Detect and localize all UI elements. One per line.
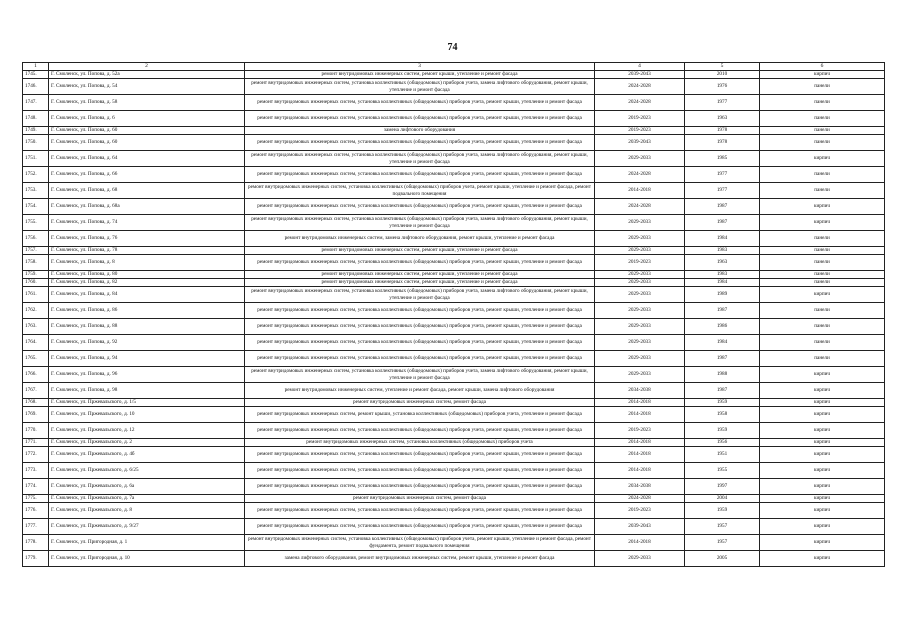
row-period: 2014-2018 [595,447,685,463]
row-period: 2029-2033 [595,279,685,287]
row-wall-material: панели [760,127,885,135]
table-row [23,127,885,135]
row-work-types: ремонт внутридомовых инженерных систем, установка коллективных (общедомовых) приборов учета, ремонт крыши, утепление и ремонт фасада [245,255,595,271]
row-address: Г. Смоленск, ул. Пржевальского, д. 1/5 [49,399,245,407]
row-wall-material: панели [760,183,885,199]
row-address: Г. Смоленск, ул. Пригородная, д. 10 [49,551,245,567]
row-period: 2014-2018 [595,407,685,423]
row-work-types: ремонт внутридомовых инженерных систем, установка коллективных (общедомовых) приборов учета, ремонт крыши, утепление и ремонт фасада, ремонт подвального помещения [245,183,595,199]
row-wall-material: кирпич [760,383,885,399]
row-year-built: 1976 [685,79,760,95]
row-year-built: 1987 [685,199,760,215]
row-address: Г. Смоленск, ул. Попова, д. 68 [49,183,245,199]
row-work-types: ремонт внутридомовых инженерных систем, установка коллективных (общедомовых) приборов учета, ремонт крыши, утепление и ремонт фасада [245,95,595,111]
row-year-built: 1984 [685,335,760,351]
row-number: 1766. [23,367,49,383]
row-year-built: 1955 [685,463,760,479]
table-row [23,519,885,535]
row-period: 2019-2023 [595,111,685,127]
row-wall-material: кирпич [760,495,885,503]
row-year-built: 1958 [685,407,760,423]
row-number: 1746. [23,79,49,95]
row-wall-material: кирпич [760,367,885,383]
row-number: 1757. [23,247,49,255]
row-year-built: 1987 [685,303,760,319]
row-number: 1751. [23,151,49,167]
row-year-built: 1987 [685,215,760,231]
row-year-built: 1959 [685,399,760,407]
row-address: Г. Смоленск, ул. Пржевальского, д. 4б [49,447,245,463]
row-address: Г. Смоленск, ул. Попова, д. 86 [49,303,245,319]
table-row [23,335,885,351]
table-header-row [23,63,885,71]
column-header: 6 [760,63,885,71]
row-work-types: ремонт внутридомовых инженерных систем, установка коллективных (общедомовых) приборов учета, ремонт крыши, утепление и ремонт фасада [245,319,595,335]
row-period: 2024-2028 [595,79,685,95]
row-address: Г. Смоленск, ул. Попова, д. 78 [49,247,245,255]
row-work-types: ремонт внутридомовых инженерных систем, установка коллективных (общедомовых) приборов учета, замена лифтового оборудования, ремонт крыши, утепление и ремонт фасада [245,215,595,231]
row-address: Г. Смоленск, ул. Пржевальского, д. 2 [49,439,245,447]
row-year-built: 2005 [685,551,760,567]
row-year-built: 2010 [685,71,760,79]
row-work-types: ремонт внутридомовых инженерных систем, установка коллективных (общедомовых) приборов учета, замена лифтового оборудования, ремонт крыши, утепление и ремонт фасада [245,367,595,383]
row-work-types: ремонт внутридомовых инженерных систем, установка коллективных (общедомовых) приборов учета, ремонт крыши, утепление и ремонт фасада [245,503,595,519]
table-row [23,95,885,111]
row-number: 1745. [23,71,49,79]
table-row [23,535,885,551]
table-row [23,79,885,95]
table-row [23,279,885,287]
row-number: 1763. [23,319,49,335]
column-header: 5 [685,63,760,71]
row-address: Г. Смоленск, ул. Пржевальского, д. 6/25 [49,463,245,479]
row-period: 2029-2033 [595,151,685,167]
row-period: 2029-2033 [595,367,685,383]
row-wall-material: панели [760,335,885,351]
row-year-built: 1997 [685,479,760,495]
row-period: 2029-2033 [595,271,685,279]
column-header: 4 [595,63,685,71]
row-period: 2019-2023 [595,127,685,135]
row-year-built: 1987 [685,351,760,367]
row-wall-material: панели [760,135,885,151]
row-wall-material: кирпич [760,287,885,303]
row-period: 2024-2028 [595,495,685,503]
table-row [23,399,885,407]
row-year-built: 1985 [685,151,760,167]
row-work-types: ремонт внутридомовых инженерных систем, установка коллективных (общедомовых) приборов учета, ремонт крыши, утепление и ремонт фасада [245,447,595,463]
row-year-built: 1956 [685,439,760,447]
row-work-types: ремонт внутридомовых инженерных систем, установка коллективных (общедомовых) приборов учета, ремонт крыши, утепление и ремонт фасада [245,111,595,127]
row-period: 2029-2033 [595,335,685,351]
row-address: Г. Смоленск, ул. Попова, д. 82 [49,279,245,287]
row-work-types: ремонт внутридомовых инженерных систем, установка коллективных (общедомовых) приборов учета, ремонт крыши, утепление и ремонт фасада [245,519,595,535]
row-number: 1747. [23,95,49,111]
row-number: 1765. [23,351,49,367]
row-year-built: 1983 [685,247,760,255]
row-address: Г. Смоленск, ул. Пригородная, д. 1 [49,535,245,551]
row-number: 1748. [23,111,49,127]
row-period: 2029-2033 [595,303,685,319]
row-address: Г. Смоленск, ул. Попова, д. 74 [49,215,245,231]
column-header: 3 [245,63,595,71]
row-period: 2024-2028 [595,199,685,215]
row-number: 1752. [23,167,49,183]
row-number: 1749. [23,127,49,135]
row-period: 2029-2033 [595,551,685,567]
row-year-built: 1977 [685,167,760,183]
row-period: 2029-2033 [595,351,685,367]
row-period: 2039-2043 [595,135,685,151]
row-address: Г. Смоленск, ул. Попова, д. 64 [49,151,245,167]
row-address: Г. Смоленск, ул. Попова, д. 68а [49,199,245,215]
row-work-types: ремонт внутридомовых инженерных систем, ремонт крыши, утепление и ремонт фасада [245,71,595,79]
row-year-built: 1977 [685,95,760,111]
row-period: 2029-2033 [595,287,685,303]
table-row [23,215,885,231]
row-number: 1764. [23,335,49,351]
row-wall-material: панели [760,351,885,367]
row-year-built: 1957 [685,519,760,535]
row-wall-material: кирпич [760,519,885,535]
row-address: Г. Смоленск, ул. Попова, д. 92 [49,335,245,351]
row-period: 2029-2033 [595,247,685,255]
row-work-types: ремонт внутридомовых инженерных систем, замена лифтового оборудования, ремонт крыши, утепление и ремонт фасада [245,231,595,247]
row-number: 1767. [23,383,49,399]
table-row [23,463,885,479]
row-wall-material: кирпич [760,399,885,407]
row-number: 1768. [23,399,49,407]
row-wall-material: панели [760,271,885,279]
row-address: Г. Смоленск, ул. Пржевальского, д. 10 [49,407,245,423]
row-work-types: ремонт внутридомовых инженерных систем, установка коллективных (общедомовых) приборов учета, ремонт крыши, утепление и ремонт фасада [245,351,595,367]
table-row [23,551,885,567]
row-year-built: 1986 [685,319,760,335]
table-row [23,383,885,399]
row-period: 2029-2033 [595,319,685,335]
row-address: Г. Смоленск, ул. Попова, д. 88 [49,319,245,335]
row-work-types: ремонт внутридомовых инженерных систем, установка коллективных (общедомовых) приборов учета, замена лифтового оборудования, ремонт крыши, утепление и ремонт фасада [245,151,595,167]
row-period: 2014-2018 [595,399,685,407]
row-wall-material: кирпич [760,503,885,519]
table-row [23,367,885,383]
row-number: 1777. [23,519,49,535]
row-wall-material: панели [760,231,885,247]
row-wall-material: кирпич [760,463,885,479]
row-work-types: замена лифтового оборудования [245,127,595,135]
row-address: Г. Смоленск, ул. Попова, д. 60 [49,135,245,151]
row-work-types: ремонт внутридомовых инженерных систем, ремонт крыши, утепление и ремонт фасада [245,271,595,279]
row-number: 1776. [23,503,49,519]
row-address: Г. Смоленск, ул. Попова, д. 6 [49,111,245,127]
row-wall-material: кирпич [760,423,885,439]
table-row [23,135,885,151]
row-period: 2039-2043 [595,71,685,79]
row-number: 1770. [23,423,49,439]
row-period: 2039-2043 [595,519,685,535]
row-number: 1756. [23,231,49,247]
row-number: 1771. [23,439,49,447]
row-wall-material: панели [760,247,885,255]
row-work-types: ремонт внутридомовых инженерных систем, установка коллективных (общедомовых) приборов учета, ремонт крыши, утепление и ремонт фасада [245,463,595,479]
row-work-types: ремонт внутридомовых инженерных систем, установка коллективных (общедомовых) приборов учета, ремонт крыши, утепление и ремонт фасада [245,135,595,151]
row-address: Г. Смоленск, ул. Попова, д. 84 [49,287,245,303]
row-period: 2014-2018 [595,183,685,199]
row-number: 1753. [23,183,49,199]
row-wall-material: кирпич [760,535,885,551]
table-row [23,111,885,127]
column-header: 2 [49,63,245,71]
table-row [23,199,885,215]
row-address: Г. Смоленск, ул. Попова, д. 76 [49,231,245,247]
row-address: Г. Смоленск, ул. Попова, д. 80 [49,271,245,279]
row-address: Г. Смоленск, ул. Попова, д. 66 [49,167,245,183]
table-body [23,71,885,567]
row-period: 2029-2033 [595,215,685,231]
row-address: Г. Смоленск, ул. Пржевальского, д. 7а [49,495,245,503]
row-year-built: 1963 [685,111,760,127]
row-period: 2014-2018 [595,439,685,447]
table-row [23,287,885,303]
row-wall-material: кирпич [760,151,885,167]
row-wall-material: кирпич [760,551,885,567]
row-address: Г. Смоленск, ул. Пржевальского, д. 8 [49,503,245,519]
row-wall-material: панели [760,319,885,335]
row-wall-material: панели [760,167,885,183]
table-row [23,231,885,247]
row-number: 1779. [23,551,49,567]
row-period: 2014-2018 [595,535,685,551]
row-period: 2014-2018 [595,463,685,479]
row-wall-material: панели [760,303,885,319]
row-number: 1760. [23,279,49,287]
row-number: 1769. [23,407,49,423]
row-address: Г. Смоленск, ул. Пржевальского, д. 9/27 [49,519,245,535]
row-period: 2024-2028 [595,95,685,111]
row-year-built: 1988 [685,367,760,383]
row-number: 1774. [23,479,49,495]
table-row [23,183,885,199]
row-address: Г. Смоленск, ул. Пржевальского, д. 12 [49,423,245,439]
page-number: 74 [447,42,458,53]
row-number: 1778. [23,535,49,551]
row-number: 1772. [23,447,49,463]
table-row [23,447,885,463]
table-row [23,479,885,495]
row-period: 2019-2023 [595,423,685,439]
row-wall-material: кирпич [760,71,885,79]
row-year-built: 1951 [685,447,760,463]
row-period: 2029-2033 [595,231,685,247]
row-wall-material: панели [760,95,885,111]
row-work-types: ремонт внутридомовых инженерных систем, установка коллективных (общедомовых) приборов учета, замена лифтового оборудования, ремонт крыши, утепление и ремонт фасада [245,79,595,95]
table-row [23,503,885,519]
row-year-built: 1984 [685,231,760,247]
row-wall-material: кирпич [760,447,885,463]
row-number: 1750. [23,135,49,151]
row-year-built: 1977 [685,183,760,199]
table-row [23,71,885,79]
table-row [23,271,885,279]
row-work-types: ремонт внутридомовых инженерных систем, утепление и ремонт фасада, ремонт крыши, замена лифтового оборудования [245,383,595,399]
row-wall-material: кирпич [760,215,885,231]
row-wall-material: панели [760,79,885,95]
table-row [23,423,885,439]
row-work-types: ремонт внутридомовых инженерных систем, установка коллективных (общедомовых) приборов учета, ремонт крыши, утепление и ремонт фасада, ремонт фундамента, ремонт подвального помещения [245,535,595,551]
row-work-types: ремонт внутридомовых инженерных систем, установка коллективных (общедомовых) приборов учета, ремонт крыши, утепление и ремонт фасада [245,303,595,319]
row-work-types: ремонт внутридомовых инженерных систем, ремонт крыши, утепление и ремонт фасада [245,247,595,255]
row-period: 2034-2038 [595,383,685,399]
row-address: Г. Смоленск, ул. Попова, д. 94 [49,351,245,367]
housing-register-table [22,62,885,567]
row-address: Г. Смоленск, ул. Попова, д. 96 [49,367,245,383]
row-number: 1773. [23,463,49,479]
row-work-types: ремонт внутридомовых инженерных систем, ремонт крыши, утепление и ремонт фасада [245,279,595,287]
row-wall-material: кирпич [760,479,885,495]
row-address: Г. Смоленск, ул. Попова, д. 58 [49,95,245,111]
row-address: Г. Смоленск, ул. Пржевальского, д. 6а [49,479,245,495]
row-year-built: 1963 [685,255,760,271]
row-number: 1759. [23,271,49,279]
row-number: 1758. [23,255,49,271]
row-period: 2019-2023 [595,503,685,519]
row-address: Г. Смоленск, ул. Попова, д. 54 [49,79,245,95]
row-number: 1755. [23,215,49,231]
row-year-built: 1978 [685,135,760,151]
row-work-types: ремонт внутридомовых инженерных систем, установка коллективных (общедомовых) приборов учета, ремонт крыши, утепление и ремонт фасада [245,479,595,495]
column-header: 1 [23,63,49,71]
row-work-types: замена лифтового оборудования, ремонт внутридомовых инженерных систем, ремонт крыши, утепление и ремонт фасада [245,551,595,567]
row-address: Г. Смоленск, ул. Попова, д. 52а [49,71,245,79]
row-work-types: ремонт внутридомовых инженерных систем, установка коллективных (общедомовых) приборов учета, ремонт крыши, утепление и ремонт фасада [245,423,595,439]
row-year-built: 1987 [685,383,760,399]
row-wall-material: кирпич [760,439,885,447]
row-number: 1775. [23,495,49,503]
row-number: 1761. [23,287,49,303]
row-work-types: ремонт внутридомовых инженерных систем, ремонт фасада [245,399,595,407]
row-work-types: ремонт внутридомовых инженерных систем, ремонт фасада [245,495,595,503]
table-row [23,247,885,255]
row-year-built: 1959 [685,423,760,439]
row-period: 2034-2038 [595,479,685,495]
row-year-built: 1959 [685,503,760,519]
row-wall-material: панели [760,279,885,287]
row-period: 2024-2028 [595,167,685,183]
row-wall-material: кирпич [760,407,885,423]
row-address: Г. Смоленск, ул. Попова, д. 98 [49,383,245,399]
row-wall-material: панели [760,255,885,271]
row-number: 1754. [23,199,49,215]
row-work-types: ремонт внутридомовых инженерных систем, установка коллективных (общедомовых) приборов учета, ремонт крыши, утепление и ремонт фасада [245,167,595,183]
row-wall-material: кирпич [760,199,885,215]
row-work-types: ремонт внутридомовых инженерных систем, установка коллективных (общедомовых) приборов учета [245,439,595,447]
row-year-built: 1984 [685,279,760,287]
row-work-types: ремонт внутридомовых инженерных систем, установка коллективных (общедомовых) приборов учета, замена лифтового оборудования, ремонт крыши, утепление и ремонт фасада [245,287,595,303]
row-address: Г. Смоленск, ул. Попова, д. 60 [49,127,245,135]
row-work-types: ремонт внутридомовых инженерных систем, установка коллективных (общедомовых) приборов учета, ремонт крыши, утепление и ремонт фасада [245,199,595,215]
table-row [23,167,885,183]
row-wall-material: панели [760,111,885,127]
table-row [23,495,885,503]
row-number: 1762. [23,303,49,319]
table-row [23,255,885,271]
row-work-types: ремонт внутридомовых инженерных систем, установка коллективных (общедомовых) приборов учета, ремонт крыши, утепление и ремонт фасада [245,335,595,351]
row-year-built: 1983 [685,271,760,279]
table-row [23,319,885,335]
table-row [23,407,885,423]
table-row [23,351,885,367]
row-address: Г. Смоленск, ул. Попова, д. 8 [49,255,245,271]
table-row [23,303,885,319]
row-year-built: 2004 [685,495,760,503]
table-row [23,439,885,447]
row-year-built: 1957 [685,535,760,551]
row-year-built: 1978 [685,127,760,135]
table-row [23,151,885,167]
row-period: 2019-2023 [595,255,685,271]
row-year-built: 1989 [685,287,760,303]
row-work-types: ремонт внутридомовых инженерных систем, ремонт крыши, установка коллективных (общедомовых) приборов учета, утепление и ремонт фасада [245,407,595,423]
